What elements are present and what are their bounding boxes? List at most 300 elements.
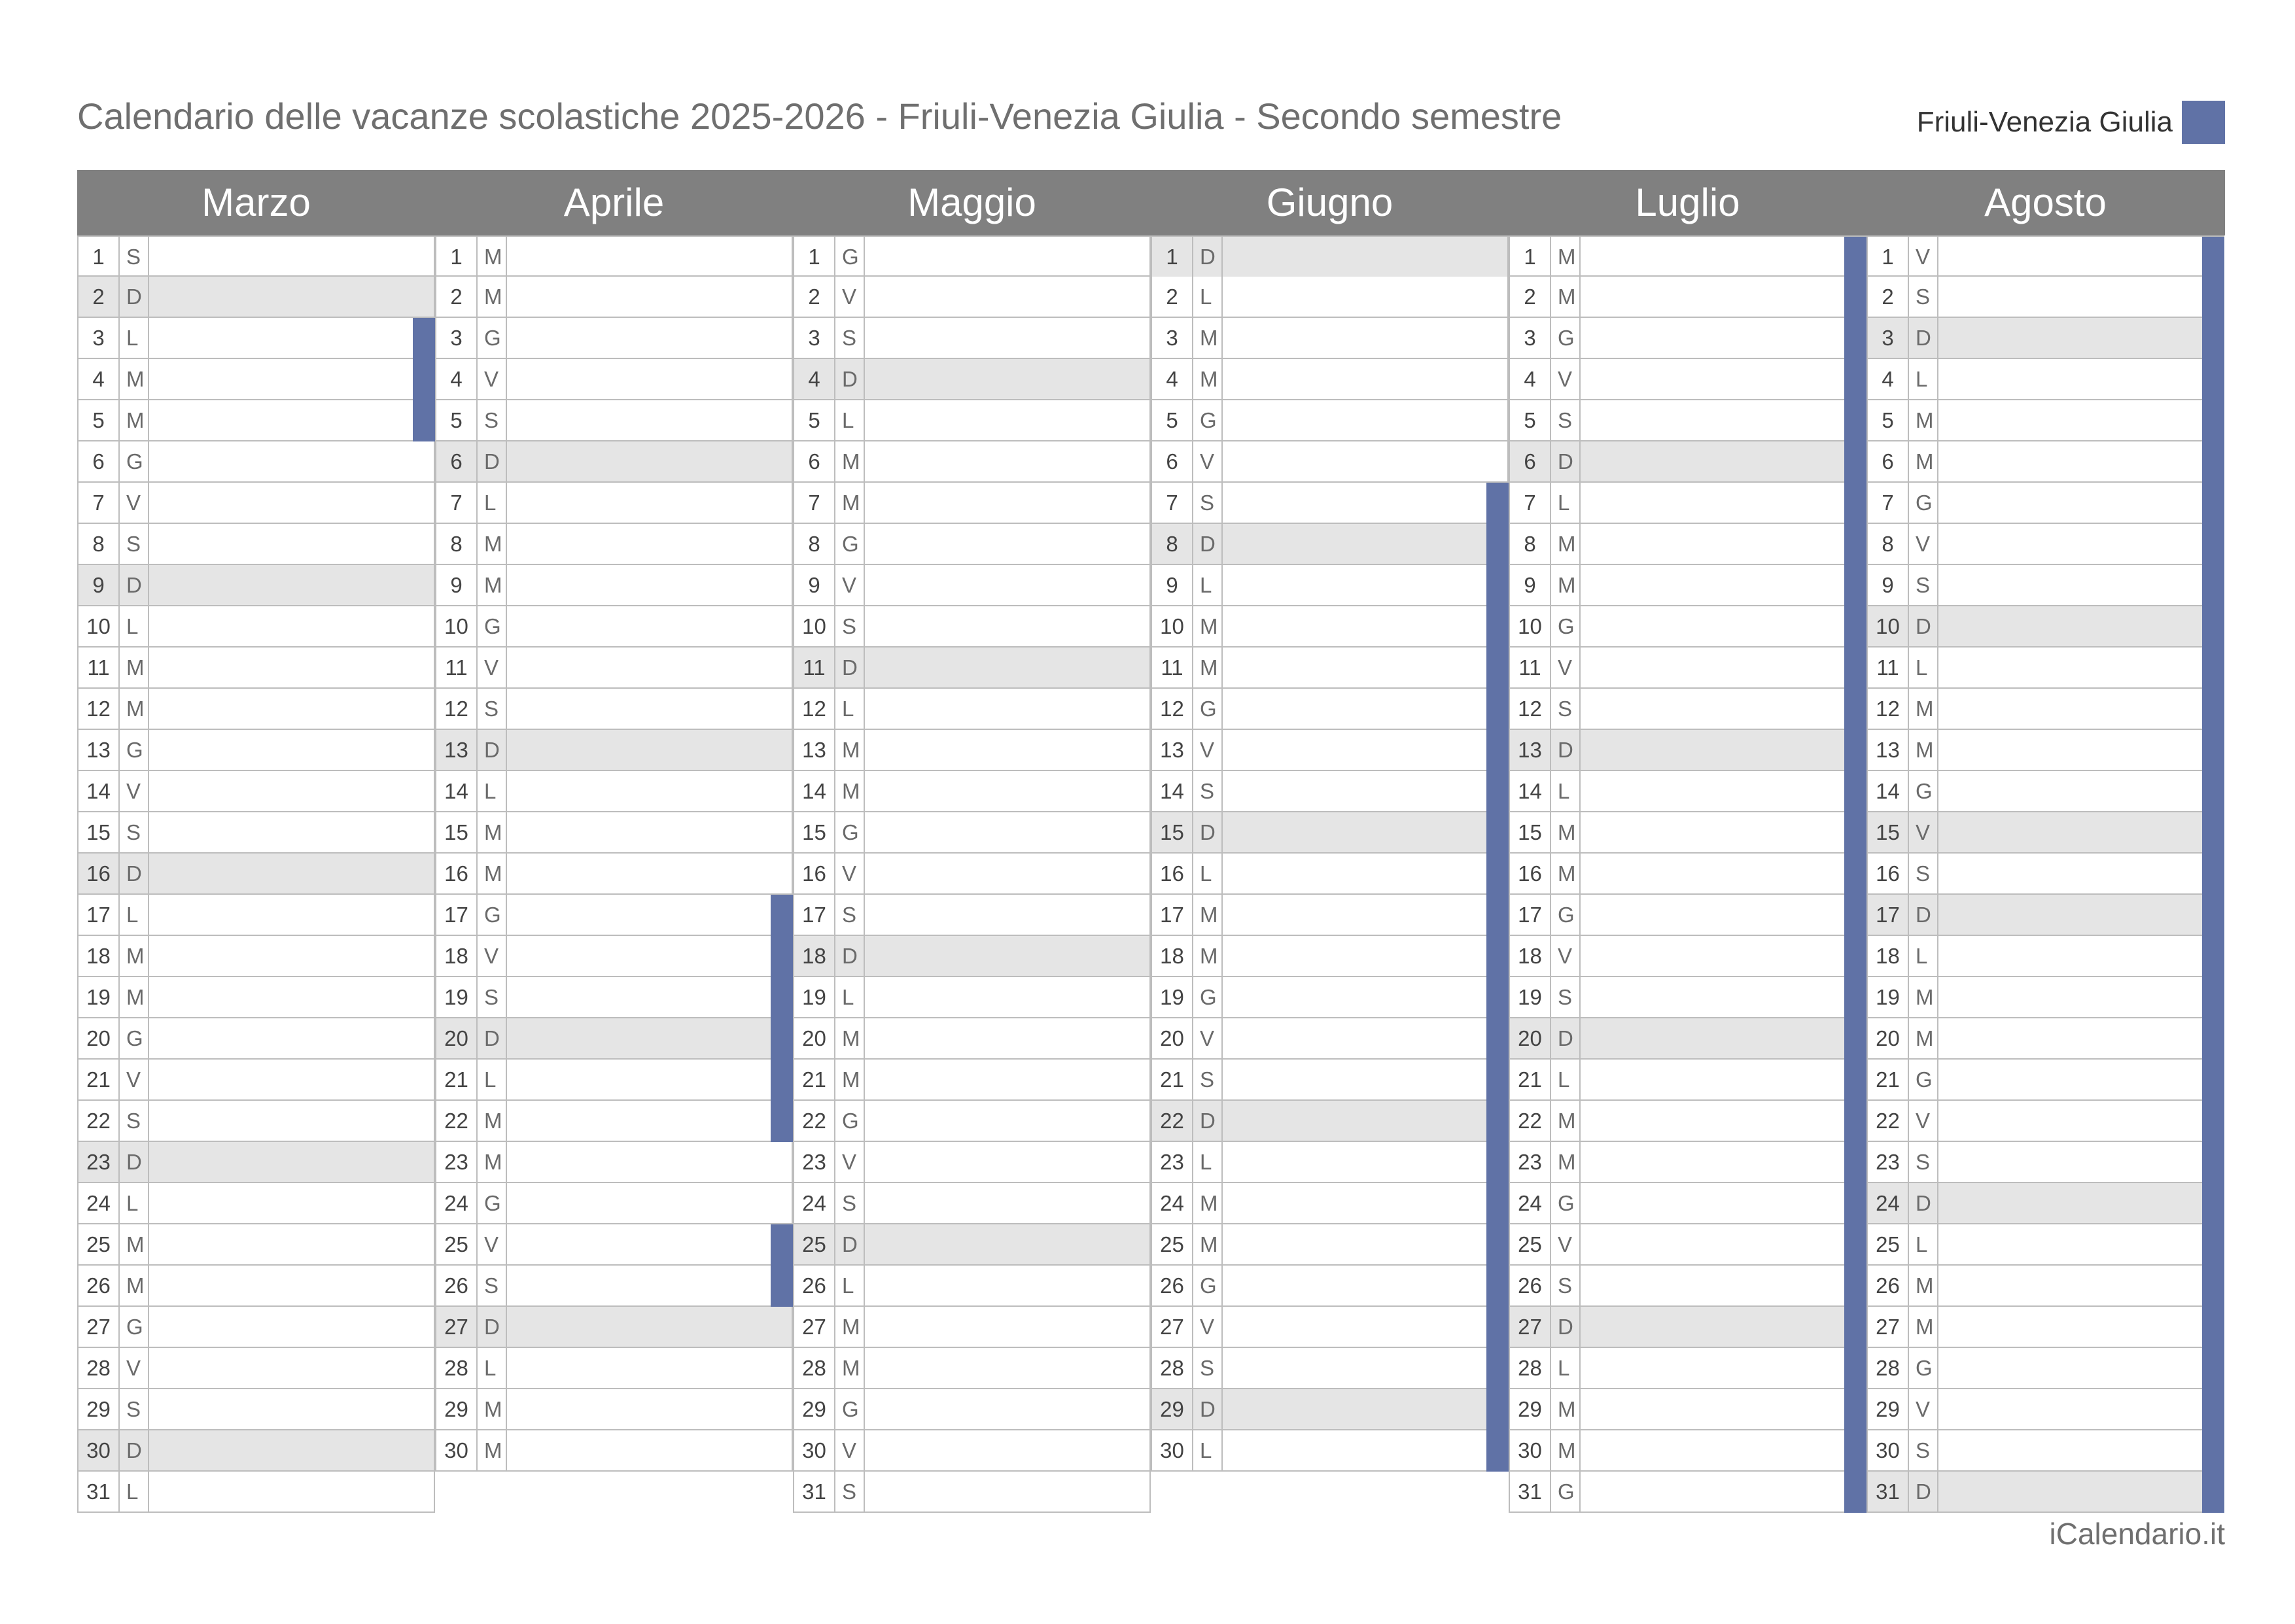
- day-of-week: S: [1193, 483, 1223, 523]
- day-row: [1509, 936, 1866, 977]
- day-of-week: M: [120, 1224, 149, 1264]
- day-note-cell: [1938, 359, 2223, 399]
- day-note-cell: [507, 1389, 792, 1429]
- day-row: [77, 977, 435, 1018]
- day-number: 22: [79, 1101, 120, 1141]
- day-of-week: S: [478, 977, 507, 1017]
- day-note-cell: [865, 606, 1149, 646]
- day-note-cell: [1938, 1348, 2223, 1388]
- day-note-cell: [1581, 854, 1865, 893]
- day-note-cell: [1938, 977, 2223, 1017]
- day-note-cell: [1938, 1307, 2223, 1347]
- day-number: 5: [1152, 400, 1193, 440]
- day-number: 7: [1152, 483, 1193, 523]
- holiday-marker: [1844, 1060, 1866, 1101]
- day-row: [793, 648, 1151, 689]
- day-number: 19: [79, 977, 120, 1017]
- day-of-week: L: [835, 977, 865, 1017]
- day-of-week: V: [120, 771, 149, 811]
- holiday-marker: [1486, 1183, 1509, 1224]
- day-of-week: S: [1551, 1266, 1581, 1305]
- day-number: 27: [436, 1307, 478, 1347]
- day-number: 26: [1510, 1266, 1551, 1305]
- day-of-week: G: [1909, 483, 1938, 523]
- day-note-cell: [1223, 483, 1507, 523]
- day-of-week: L: [120, 1472, 149, 1512]
- day-note-cell: [865, 277, 1149, 317]
- day-note-cell: [149, 648, 434, 687]
- day-row: [1151, 318, 1509, 359]
- day-note-cell: [1223, 1183, 1507, 1223]
- day-of-week: V: [1193, 1018, 1223, 1058]
- legend-label: Friuli-Venezia Giulia: [1916, 106, 2173, 138]
- day-of-week: D: [1193, 237, 1223, 277]
- month-name: Marzo: [201, 181, 311, 224]
- day-row: [1866, 235, 2224, 277]
- day-note-cell: [1938, 1472, 2223, 1512]
- day-note-cell: [1938, 812, 2223, 852]
- day-of-week: S: [120, 237, 149, 277]
- holiday-marker: [1486, 730, 1509, 771]
- day-note-cell: [149, 400, 434, 440]
- day-note-cell: [1581, 1101, 1865, 1141]
- day-of-week: S: [1909, 1430, 1938, 1470]
- day-note-cell: [1938, 895, 2223, 935]
- day-note-cell: [1938, 483, 2223, 523]
- day-of-week: L: [1909, 1224, 1938, 1264]
- day-note-cell: [1581, 441, 1865, 481]
- day-number: 3: [79, 318, 120, 358]
- day-of-week: S: [835, 1472, 865, 1512]
- day-of-week: S: [478, 1266, 507, 1305]
- holiday-marker: [1844, 1472, 1866, 1513]
- day-row: [1509, 812, 1866, 854]
- day-number: 7: [79, 483, 120, 523]
- day-row: [77, 895, 435, 936]
- holiday-marker: [1844, 400, 1866, 441]
- day-of-week: L: [835, 400, 865, 440]
- day-number: 10: [1152, 606, 1193, 646]
- day-note-cell: [1581, 771, 1865, 811]
- day-of-week: S: [835, 318, 865, 358]
- day-of-week: G: [835, 1389, 865, 1429]
- day-of-week: D: [835, 936, 865, 976]
- day-of-week: V: [120, 1060, 149, 1099]
- holiday-marker: [1486, 1266, 1509, 1307]
- day-note-cell: [149, 441, 434, 481]
- day-row: [1866, 441, 2224, 483]
- day-note-cell: [507, 441, 792, 481]
- day-row: [1866, 648, 2224, 689]
- day-row: [1866, 1348, 2224, 1389]
- day-number: 2: [1152, 277, 1193, 317]
- day-row: [435, 730, 793, 771]
- day-of-week: V: [478, 359, 507, 399]
- day-of-week: L: [120, 318, 149, 358]
- day-note-cell: [865, 771, 1149, 811]
- day-row: [435, 1142, 793, 1183]
- day-of-week: S: [1193, 1348, 1223, 1388]
- day-number: 14: [436, 771, 478, 811]
- holiday-marker: [2202, 1430, 2224, 1472]
- holiday-marker: [771, 1018, 793, 1060]
- day-of-week: M: [1551, 1430, 1581, 1470]
- day-of-week: G: [1193, 689, 1223, 729]
- day-note-cell: [149, 237, 434, 277]
- day-note-cell: [1223, 441, 1507, 481]
- day-note-cell: [1223, 277, 1507, 317]
- holiday-marker: [2202, 648, 2224, 689]
- day-number: 19: [794, 977, 835, 1017]
- holiday-marker: [1486, 1224, 1509, 1266]
- day-of-week: L: [835, 689, 865, 729]
- day-number: 10: [79, 606, 120, 646]
- day-number: 13: [1510, 730, 1551, 770]
- day-note-cell: [865, 1389, 1149, 1429]
- day-note-cell: [865, 1472, 1149, 1512]
- day-of-week: M: [1193, 359, 1223, 399]
- month-name: Giugno: [1266, 181, 1393, 224]
- day-number: 14: [1868, 771, 1909, 811]
- day-row: [77, 277, 435, 318]
- day-note-cell: [149, 895, 434, 935]
- day-note-cell: [507, 1307, 792, 1347]
- day-of-week: S: [1909, 565, 1938, 605]
- day-number: 19: [1510, 977, 1551, 1017]
- day-number: 15: [436, 812, 478, 852]
- day-number: 12: [1510, 689, 1551, 729]
- day-number: 13: [1152, 730, 1193, 770]
- holiday-marker: [2202, 854, 2224, 895]
- day-note-cell: [865, 689, 1149, 729]
- day-row: [1151, 1389, 1509, 1430]
- day-of-week: L: [1909, 936, 1938, 976]
- holiday-marker: [1844, 1018, 1866, 1060]
- day-of-week: V: [120, 483, 149, 523]
- day-row: [1509, 689, 1866, 730]
- day-note-cell: [507, 854, 792, 893]
- day-row: [1151, 936, 1509, 977]
- day-note-cell: [149, 1142, 434, 1182]
- day-note-cell: [149, 483, 434, 523]
- day-row: [435, 359, 793, 400]
- day-of-week: M: [1909, 1307, 1938, 1347]
- day-note-cell: [149, 318, 434, 358]
- day-row: [77, 1018, 435, 1060]
- holiday-marker: [2202, 237, 2224, 278]
- day-of-week: V: [835, 1430, 865, 1470]
- day-of-week: V: [1193, 441, 1223, 481]
- day-note-cell: [1938, 1183, 2223, 1223]
- holiday-marker: [1486, 812, 1509, 854]
- day-of-week: L: [478, 1348, 507, 1388]
- day-row: [77, 235, 435, 277]
- day-of-week: M: [1193, 318, 1223, 358]
- day-number: 5: [79, 400, 120, 440]
- day-of-week: M: [1193, 606, 1223, 646]
- month-name: Maggio: [907, 181, 1036, 224]
- day-number: 2: [79, 277, 120, 317]
- day-number: 25: [436, 1224, 478, 1264]
- day-note-cell: [1223, 689, 1507, 729]
- day-of-week: L: [1193, 1430, 1223, 1470]
- day-of-week: D: [1909, 318, 1938, 358]
- day-note-cell: [1223, 812, 1507, 852]
- holiday-marker: [2202, 1142, 2224, 1183]
- day-row: [1151, 524, 1509, 565]
- day-note-cell: [149, 277, 434, 317]
- day-note-cell: [1223, 1307, 1507, 1347]
- day-of-week: G: [835, 812, 865, 852]
- day-note-cell: [1581, 359, 1865, 399]
- day-of-week: D: [120, 854, 149, 893]
- day-note-cell: [507, 977, 792, 1017]
- holiday-marker: [2202, 441, 2224, 483]
- day-note-cell: [507, 648, 792, 687]
- day-note-cell: [149, 1348, 434, 1388]
- day-number: 26: [1868, 1266, 1909, 1305]
- day-row: [435, 648, 793, 689]
- day-number: 23: [794, 1142, 835, 1182]
- day-note-cell: [1938, 1101, 2223, 1141]
- day-row: [1151, 648, 1509, 689]
- day-note-cell: [507, 277, 792, 317]
- holiday-marker: [1844, 895, 1866, 936]
- holiday-marker: [1844, 441, 1866, 483]
- day-note-cell: [149, 730, 434, 770]
- day-of-week: D: [478, 730, 507, 770]
- day-row: [435, 235, 793, 277]
- day-of-week: G: [1909, 771, 1938, 811]
- day-note-cell: [1223, 771, 1507, 811]
- day-row: [1509, 1430, 1866, 1472]
- month-name: Agosto: [1984, 181, 2107, 224]
- day-row: [77, 648, 435, 689]
- day-note-cell: [149, 565, 434, 605]
- day-row: [435, 1224, 793, 1266]
- day-number: 5: [1868, 400, 1909, 440]
- day-row: [1151, 1183, 1509, 1224]
- day-of-week: M: [478, 1430, 507, 1470]
- day-row: [1151, 895, 1509, 936]
- holiday-marker: [1844, 689, 1866, 730]
- day-of-week: M: [478, 565, 507, 605]
- holiday-marker: [2202, 730, 2224, 771]
- day-row: [793, 359, 1151, 400]
- day-note-cell: [1581, 1389, 1865, 1429]
- day-row: [77, 1472, 435, 1513]
- day-number: 26: [794, 1266, 835, 1305]
- day-number: 18: [1152, 936, 1193, 976]
- day-note-cell: [507, 400, 792, 440]
- day-of-week: M: [120, 689, 149, 729]
- day-of-week: D: [1193, 1389, 1223, 1429]
- day-row: [77, 1101, 435, 1142]
- day-number: 4: [79, 359, 120, 399]
- day-row: [1509, 1348, 1866, 1389]
- day-note-cell: [1223, 1101, 1507, 1141]
- legend-swatch: [2182, 101, 2225, 144]
- holiday-marker: [1844, 524, 1866, 565]
- day-note-cell: [1938, 689, 2223, 729]
- day-row: [1866, 1101, 2224, 1142]
- day-note-cell: [507, 1101, 792, 1141]
- day-number: 24: [79, 1183, 120, 1223]
- day-note-cell: [149, 1389, 434, 1429]
- day-number: 27: [794, 1307, 835, 1347]
- day-note-cell: [507, 730, 792, 770]
- day-of-week: D: [478, 1307, 507, 1347]
- day-of-week: S: [1551, 689, 1581, 729]
- day-number: 17: [1152, 895, 1193, 935]
- day-note-cell: [865, 1183, 1149, 1223]
- day-row: [793, 565, 1151, 606]
- day-number: 6: [1868, 441, 1909, 481]
- day-of-week: M: [835, 1018, 865, 1058]
- day-note-cell: [1938, 237, 2223, 277]
- day-number: 2: [794, 277, 835, 317]
- day-row: [1151, 771, 1509, 812]
- holiday-marker: [1486, 771, 1509, 812]
- day-row: [1509, 648, 1866, 689]
- day-of-week: V: [1551, 1224, 1581, 1264]
- day-number: 22: [436, 1101, 478, 1141]
- day-note-cell: [1938, 524, 2223, 564]
- day-number: 8: [1868, 524, 1909, 564]
- day-of-week: G: [1551, 1472, 1581, 1512]
- day-number: 15: [79, 812, 120, 852]
- day-of-week: S: [835, 895, 865, 935]
- day-note-cell: [1581, 565, 1865, 605]
- day-number: 1: [79, 237, 120, 277]
- month-name: Luglio: [1635, 181, 1740, 224]
- day-number: 27: [1868, 1307, 1909, 1347]
- day-row: [1866, 1472, 2224, 1513]
- day-number: 14: [1152, 771, 1193, 811]
- day-of-week: L: [1909, 648, 1938, 687]
- day-row: [77, 483, 435, 524]
- day-number: 14: [1510, 771, 1551, 811]
- day-note-cell: [865, 441, 1149, 481]
- holiday-marker: [1844, 1430, 1866, 1472]
- day-row: [77, 771, 435, 812]
- day-row: [1151, 730, 1509, 771]
- day-of-week: M: [120, 359, 149, 399]
- holiday-marker: [413, 359, 435, 400]
- day-of-week: V: [478, 936, 507, 976]
- day-note-cell: [1223, 1142, 1507, 1182]
- day-number: 20: [1152, 1018, 1193, 1058]
- day-of-week: S: [1193, 771, 1223, 811]
- day-row: [1509, 318, 1866, 359]
- day-of-week: M: [835, 483, 865, 523]
- day-number: 10: [436, 606, 478, 646]
- day-note-cell: [1581, 1018, 1865, 1058]
- holiday-marker: [771, 895, 793, 936]
- holiday-marker: [771, 1224, 793, 1266]
- day-note-cell: [1938, 606, 2223, 646]
- day-number: 31: [1868, 1472, 1909, 1512]
- day-row: [793, 1142, 1151, 1183]
- day-of-week: V: [835, 1142, 865, 1182]
- day-number: 9: [436, 565, 478, 605]
- day-of-week: S: [1909, 277, 1938, 317]
- day-number: 5: [1510, 400, 1551, 440]
- day-of-week: L: [1551, 1348, 1581, 1388]
- day-row: [1509, 1142, 1866, 1183]
- day-of-week: M: [120, 936, 149, 976]
- day-number: 13: [1868, 730, 1909, 770]
- day-of-week: D: [1551, 1307, 1581, 1347]
- day-row: [435, 1266, 793, 1307]
- day-note-cell: [149, 606, 434, 646]
- day-number: 11: [794, 648, 835, 687]
- day-row: [1866, 483, 2224, 524]
- day-number: 15: [794, 812, 835, 852]
- day-number: 11: [1152, 648, 1193, 687]
- holiday-marker: [2202, 689, 2224, 730]
- holiday-marker: [1844, 771, 1866, 812]
- day-of-week: V: [1909, 1389, 1938, 1429]
- day-row: [1509, 1101, 1866, 1142]
- day-row: [1151, 400, 1509, 441]
- day-note-cell: [1223, 1430, 1507, 1470]
- day-row: [435, 1183, 793, 1224]
- day-number: 2: [1868, 277, 1909, 317]
- day-row: [1509, 565, 1866, 606]
- day-row: [1509, 524, 1866, 565]
- day-of-week: D: [1909, 1183, 1938, 1223]
- holiday-marker: [1486, 895, 1509, 936]
- holiday-marker: [2202, 483, 2224, 524]
- holiday-marker: [2202, 606, 2224, 648]
- day-number: 9: [1510, 565, 1551, 605]
- day-number: 31: [79, 1472, 120, 1512]
- holiday-marker: [1486, 977, 1509, 1018]
- day-row: [793, 730, 1151, 771]
- day-note-cell: [865, 237, 1149, 277]
- day-of-week: M: [1551, 1101, 1581, 1141]
- day-number: 3: [794, 318, 835, 358]
- day-note-cell: [865, 359, 1149, 399]
- day-number: 3: [436, 318, 478, 358]
- day-note-cell: [1581, 1430, 1865, 1470]
- holiday-marker: [1844, 1266, 1866, 1307]
- day-row: [793, 524, 1151, 565]
- day-of-week: M: [1909, 441, 1938, 481]
- day-note-cell: [507, 565, 792, 605]
- day-row: [1151, 277, 1509, 318]
- day-note-cell: [1938, 1224, 2223, 1264]
- day-of-week: G: [1551, 318, 1581, 358]
- day-note-cell: [507, 1142, 792, 1182]
- day-number: 9: [1868, 565, 1909, 605]
- day-number: 31: [1510, 1472, 1551, 1512]
- day-row: [1151, 1266, 1509, 1307]
- day-row: [793, 606, 1151, 648]
- day-number: 23: [1868, 1142, 1909, 1182]
- day-of-week: D: [1193, 1101, 1223, 1141]
- day-row: [1866, 1389, 2224, 1430]
- day-of-week: V: [478, 648, 507, 687]
- day-number: 30: [1868, 1430, 1909, 1470]
- day-note-cell: [1938, 1142, 2223, 1182]
- day-row: [1866, 1183, 2224, 1224]
- holiday-marker: [1844, 318, 1866, 359]
- day-row: [793, 689, 1151, 730]
- holiday-marker: [1844, 1101, 1866, 1142]
- day-row: [793, 235, 1151, 277]
